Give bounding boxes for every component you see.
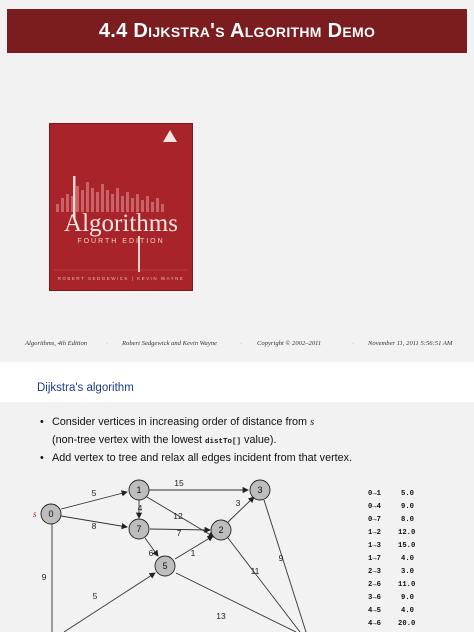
vertex-label: 3 <box>257 485 263 495</box>
edge-weight-label: 8 <box>91 521 97 531</box>
edge-list-row: 0→7 8.0 <box>368 516 414 524</box>
vertex-label: 0 <box>48 509 54 519</box>
edge-weight-label: 15 <box>174 478 184 488</box>
separator-dot-icon: · <box>352 340 355 347</box>
bullet-item: • Consider vertices in increasing order of distance from s <box>40 416 315 428</box>
edge-list-row: 1→2 12.0 <box>368 529 416 537</box>
footer-copyright: Copyright © 2002–2011 <box>257 340 322 347</box>
book-cover-art <box>50 124 192 290</box>
slide-title: 4.4 Dijkstra's Algorithm Demo <box>98 20 376 42</box>
edge-weight-label: 6 <box>148 548 154 558</box>
edge-list-row: 1→7 4.0 <box>368 555 414 563</box>
edge-weight-label: 1 <box>190 548 196 558</box>
bar-pattern <box>56 182 164 212</box>
edge-list-row: 4→6 20.0 <box>368 620 416 628</box>
book-edition: FOURTH EDITION <box>77 238 165 245</box>
slide-footer <box>0 340 474 354</box>
footer-timestamp: November 11, 2011 5:56:51 AM <box>368 340 453 347</box>
edge-weight-label: 12 <box>173 511 183 521</box>
edge-5-6 <box>176 573 296 632</box>
source-label: s <box>33 509 37 519</box>
separator-dot-icon: · <box>240 340 243 347</box>
footer-book: Algorithms, 4th Edition <box>25 340 88 347</box>
edge-weight-label: 3 <box>235 498 241 508</box>
edge-list-row: 0→1 5.0 <box>368 490 414 498</box>
separator-dot-icon: · <box>106 340 109 347</box>
edge-2-6 <box>228 538 300 632</box>
vertex-label: 7 <box>136 524 142 534</box>
book-title: Algorithms <box>64 210 178 237</box>
edge-weight-label: 9 <box>41 572 47 582</box>
edge-list-row: 0→4 9.0 <box>368 503 414 511</box>
bullet-icon: • <box>40 416 44 428</box>
edge-list-row: 2→3 3.0 <box>368 568 414 576</box>
edge-weight-label: 5 <box>92 591 98 601</box>
vertex-label: 1 <box>136 485 142 495</box>
edge-list-row: 1→3 15.0 <box>368 542 416 550</box>
edge-weight-label: 4 <box>137 503 143 513</box>
edge-list-row: 3→6 9.0 <box>368 594 414 602</box>
graph-diagram <box>0 476 365 632</box>
edge-list-row: 2→6 11.0 <box>368 581 416 589</box>
edge-weight-label: 7 <box>176 528 182 538</box>
book-authors: ROBERT SEDGEWICK | KEVIN WAYNE <box>57 276 185 281</box>
bullet-item-continuation: (non-tree vertex with the lowest distTo[] value). <box>52 434 277 446</box>
edge-weight-label: 13 <box>216 611 226 621</box>
vertex-label: 2 <box>218 525 224 535</box>
vertices <box>41 480 270 576</box>
publisher-logo-icon <box>163 130 177 142</box>
algorithm-slide <box>0 366 474 632</box>
footer-authors: Robert Sedgewick and Kevin Wayne <box>122 340 217 347</box>
bullet-item: • Add vertex to tree and relax all edges incident from that vertex. <box>40 452 353 464</box>
slide-heading: Dijkstra's algorithm <box>37 382 134 394</box>
edge-weight-label: 9 <box>278 553 284 563</box>
edge-weight-label: 11 <box>250 566 260 576</box>
edge-list-row: 4→5 4.0 <box>368 607 414 615</box>
edge-2-3 <box>228 497 254 522</box>
edge-4-5 <box>64 573 155 632</box>
bullet-icon: • <box>40 452 44 464</box>
title-banner <box>7 9 467 53</box>
book-cover <box>50 124 192 290</box>
edge-weight-label: 5 <box>91 488 97 498</box>
slide-header <box>0 366 474 402</box>
vertex-label: 5 <box>162 561 168 571</box>
